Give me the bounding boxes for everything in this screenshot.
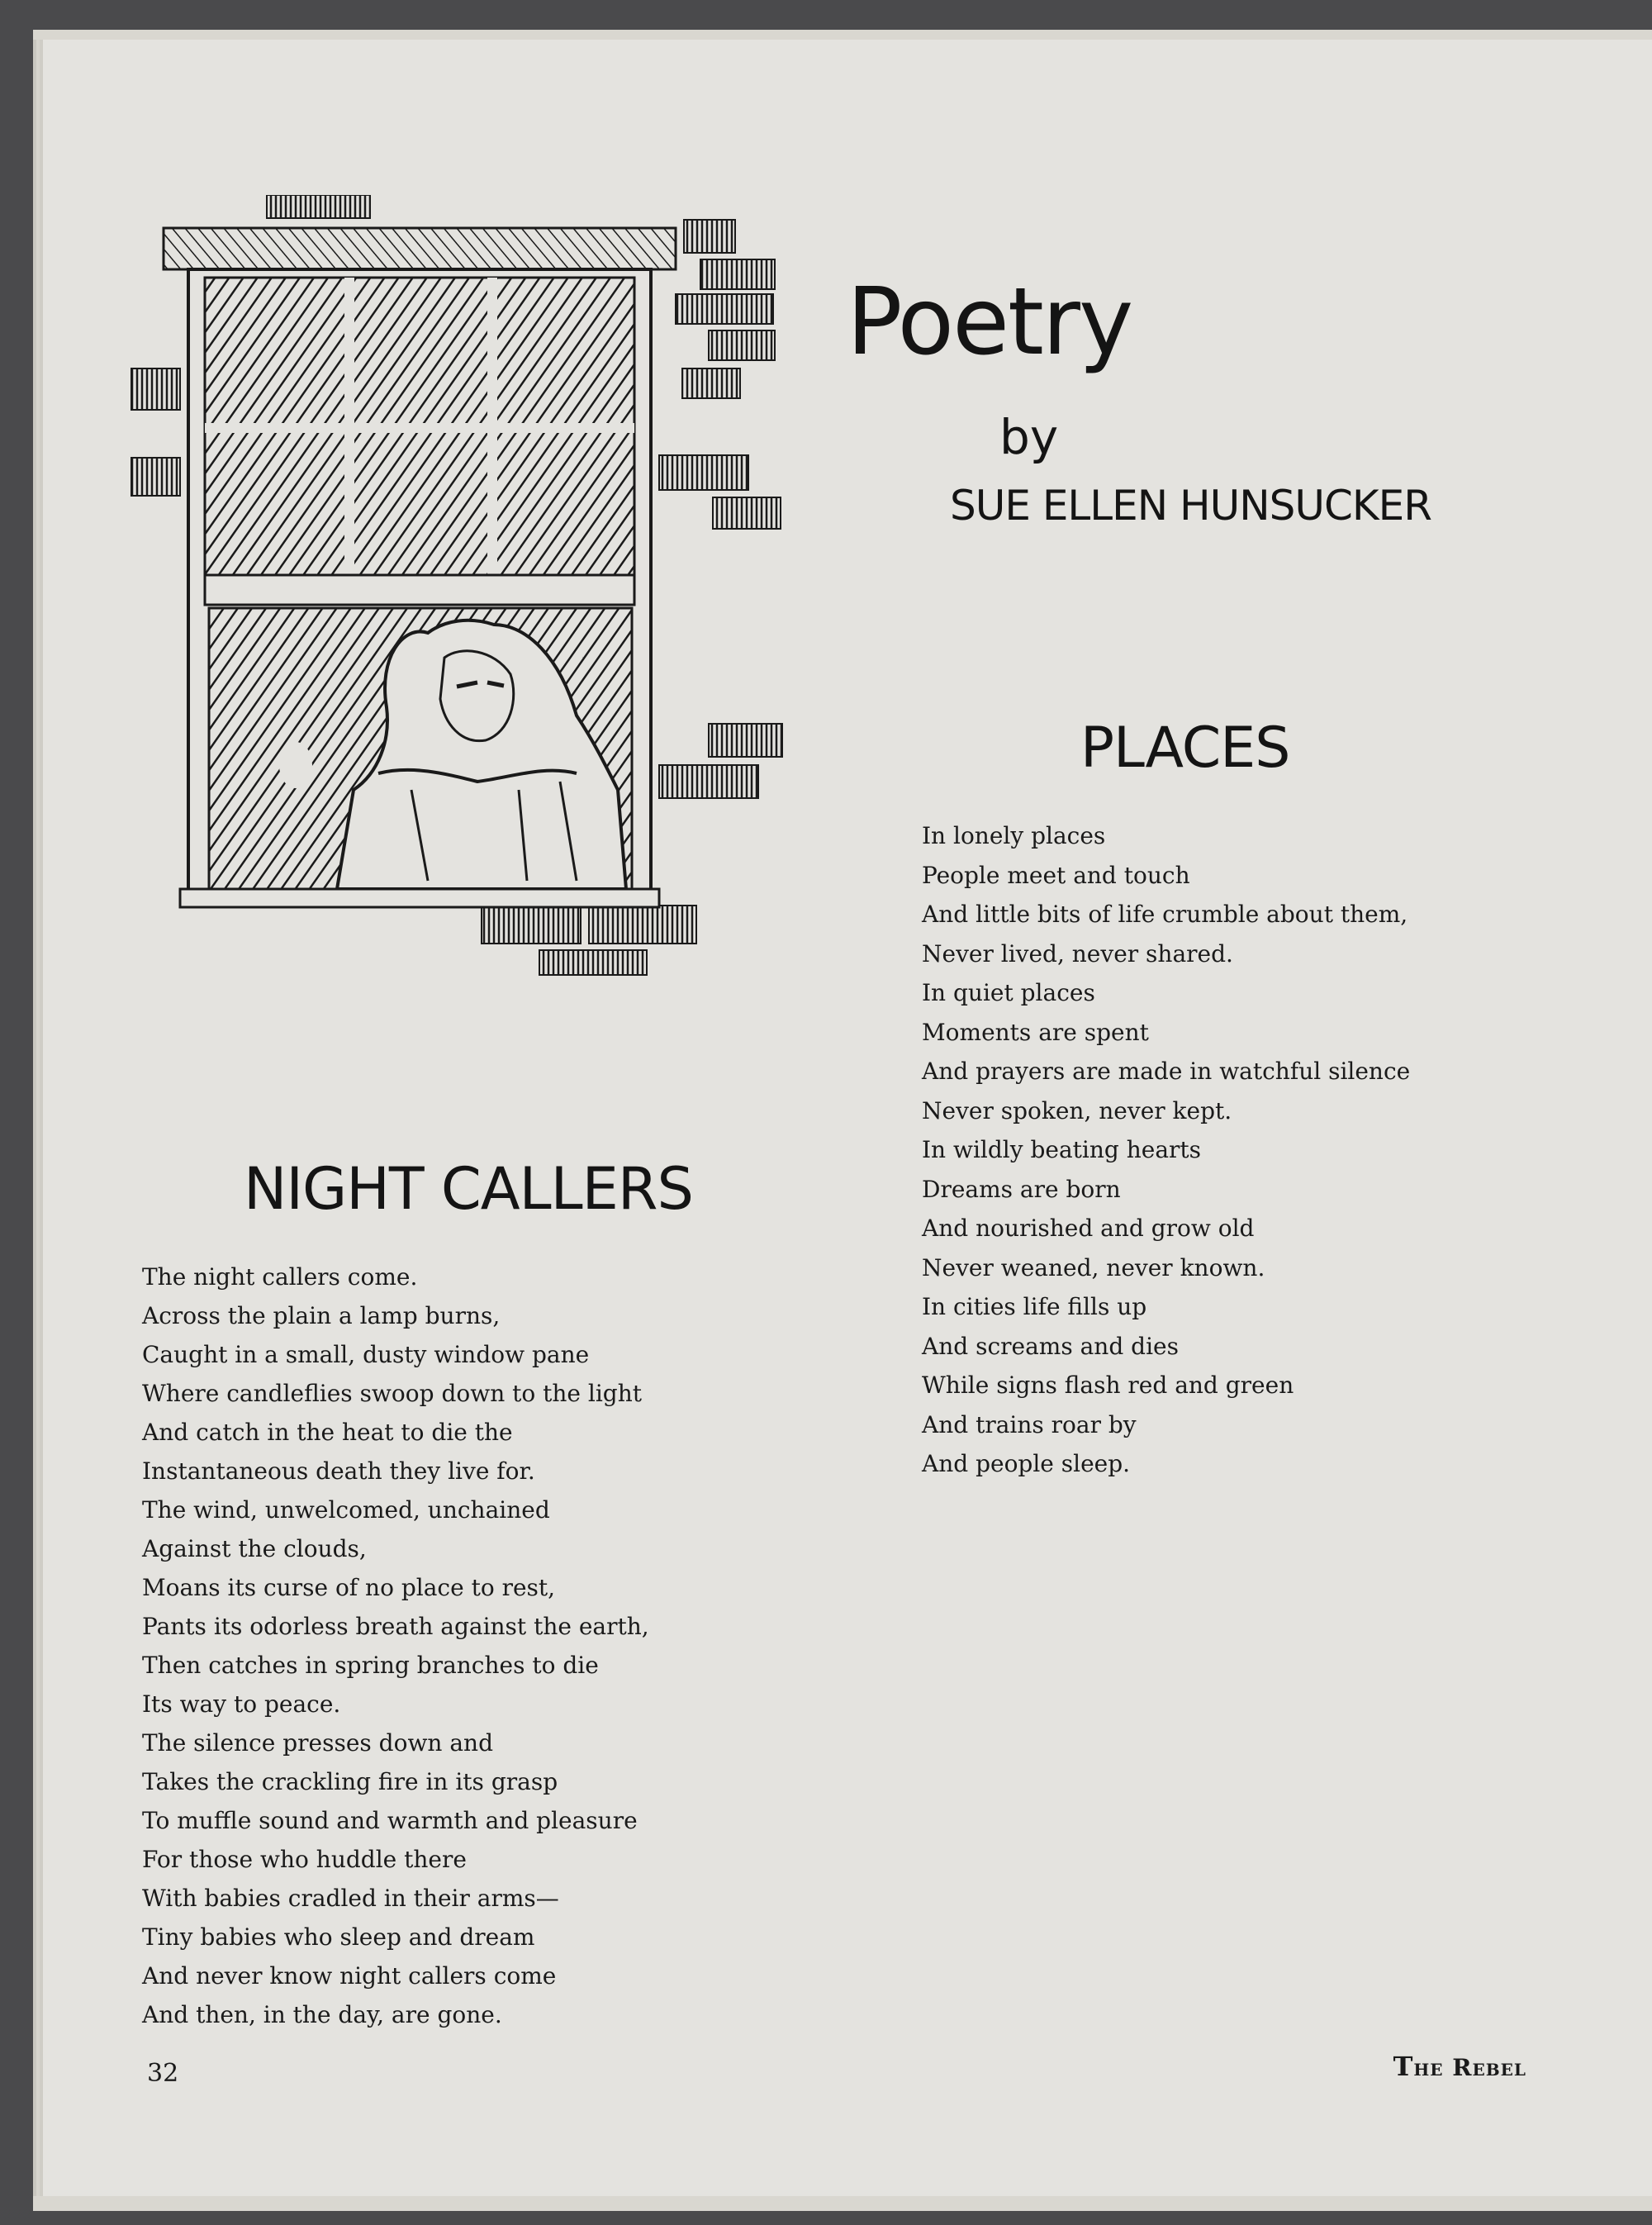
poem-line: Pants its odorless breath against the earth, xyxy=(142,1613,649,1640)
page-number: 32 xyxy=(147,2059,179,2088)
poem-line: Against the clouds, xyxy=(142,1535,367,1562)
places-poem xyxy=(922,816,1410,1484)
poem-line: And nourished and grow old xyxy=(922,1215,1255,1242)
poem-line: The wind, unwelcomed, unchained xyxy=(142,1496,550,1524)
magazine-name: The Rebel xyxy=(1393,2051,1526,2082)
poem-line: In lonely places xyxy=(922,822,1106,849)
poem-line: Never weaned, never known. xyxy=(922,1253,1265,1281)
poem-line: And little bits of life crumble about them, xyxy=(922,901,1408,928)
poem-line: Moans its curse of no place to rest, xyxy=(142,1574,556,1601)
poem-line: Instantaneous death they live for. xyxy=(142,1457,535,1485)
woman-at-window-icon xyxy=(131,195,783,983)
poem-line: In wildly beating hearts xyxy=(922,1136,1202,1163)
night-callers-poem-title: NIGHT CALLERS xyxy=(244,1155,693,1223)
poem-line: Then catches in spring branches to die xyxy=(142,1652,599,1679)
poem-line: Moments are spent xyxy=(922,1018,1149,1046)
poem-line: People meet and touch xyxy=(922,861,1190,889)
author-name: SUE ELLEN HUNSUCKER xyxy=(950,482,1431,530)
poem-line: Tiny babies who sleep and dream xyxy=(142,1923,535,1951)
poem-line: And never know night callers come xyxy=(142,1962,557,1990)
poem-line: And then, in the day, are gone. xyxy=(142,2001,502,2028)
poem-line: Across the plain a lamp burns, xyxy=(142,1302,501,1329)
poem-line: Dreams are born xyxy=(922,1175,1121,1203)
poem-line: In cities life fills up xyxy=(922,1293,1147,1320)
poem-line: And catch in the heat to die the xyxy=(142,1419,513,1446)
poem-line: And screams and dies xyxy=(922,1332,1179,1360)
poem-line: Its way to peace. xyxy=(142,1690,341,1718)
page-title: Poetry xyxy=(847,269,1132,376)
poem-line: While signs flash red and green xyxy=(922,1372,1294,1399)
places-poem-title: PLACES xyxy=(1080,716,1290,781)
poem-line: With babies cradled in their arms— xyxy=(142,1885,559,1912)
poem-line: The silence presses down and xyxy=(142,1729,494,1757)
poem-line: In quiet places xyxy=(922,979,1095,1006)
poem-line: Caught in a small, dusty window pane xyxy=(142,1341,590,1368)
night-callers-poem xyxy=(142,1258,649,2034)
poem-line: To muffle sound and warmth and pleasure xyxy=(142,1807,638,1834)
poem-line: And people sleep. xyxy=(922,1450,1131,1477)
poem-line: And trains roar by xyxy=(922,1410,1137,1438)
poem-line: And prayers are made in watchful silence xyxy=(922,1058,1411,1085)
poem-line: For those who huddle there xyxy=(142,1846,467,1873)
poem-line: Where candleflies swoop down to the light xyxy=(142,1380,643,1407)
poem-line: Takes the crackling fire in its grasp xyxy=(142,1768,558,1795)
poem-line: Never lived, never shared. xyxy=(922,939,1233,967)
poem-line: The night callers come. xyxy=(142,1263,418,1291)
byline: by xyxy=(999,409,1059,465)
poem-line: Never spoken, never kept. xyxy=(922,1096,1232,1124)
